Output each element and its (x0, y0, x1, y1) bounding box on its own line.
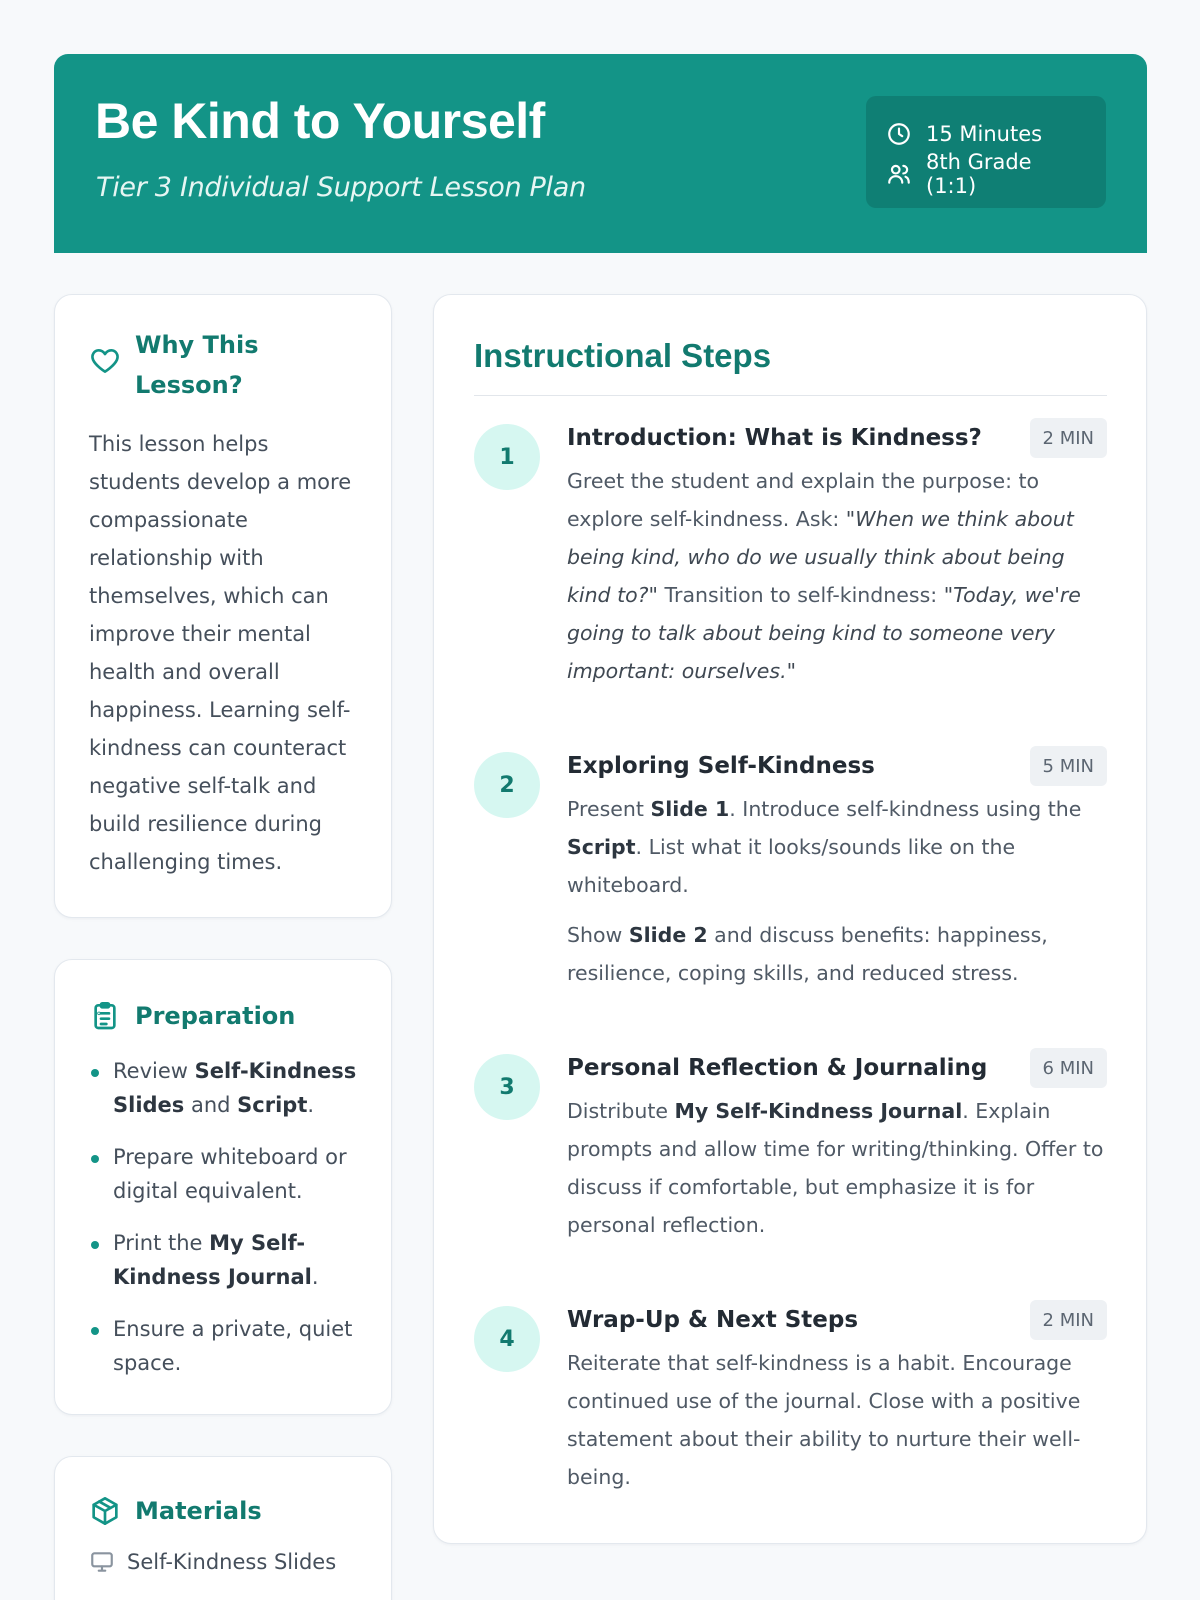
clock-icon (886, 121, 912, 147)
steps-title: Instructional Steps (474, 337, 772, 374)
step-number: 1 (474, 424, 540, 490)
step-number: 4 (474, 1306, 540, 1372)
preparation-title: Preparation (135, 1002, 296, 1030)
lesson-title: Be Kind to Yourself (95, 93, 545, 149)
steps-header (474, 337, 1107, 396)
list-item: Print the My Self-Kindness Journal. (89, 1226, 357, 1294)
monitor-icon (89, 1549, 115, 1575)
step-text: Present Slide 1. Introduce self-kindness using the Script. List what it looks/sounds like on the whiteboard. (567, 797, 1082, 897)
preparation-list (89, 1054, 357, 1380)
step-time-badge: 5 MIN (1030, 746, 1107, 786)
materials-title-row (89, 1491, 357, 1531)
step-text: Greet the student and explain the purpose: to explore self-kindness. Ask: "When we think about being kind, who do we usually think about being kind to?" Transition to self-kindness: "Today, we're going to talk about being kind to someone very important: ourselves." (567, 469, 1081, 683)
step-title: Exploring Self-Kindness (567, 753, 875, 779)
step-text: Reiterate that self-kindness is a habit. Encourage continued use of the journal. Close with a positive statement about their ability to nurture their well-being. (567, 1351, 1081, 1489)
why-card (54, 294, 392, 918)
step-time-badge: 2 MIN (1030, 418, 1107, 458)
step-head (567, 1300, 1107, 1340)
heart-icon (89, 345, 121, 377)
step-text: Distribute My Self-Kindness Journal. Explain prompts and allow time for writing/thinking. Offer to discuss if comfortable, but emphasize it is for personal reflection. (567, 1099, 1104, 1237)
materials-title: Materials (135, 1497, 262, 1525)
clipboard-list-icon (89, 1000, 121, 1032)
steps-card (433, 294, 1147, 1544)
materials-card (54, 1456, 392, 1600)
step-text: Show Slide 2 and discuss benefits: happiness, resilience, coping skills, and reduced stress. (567, 923, 1048, 985)
why-text: This lesson helps students develop a more compassionate relationship with themselves, which can improve their mental health and overall happiness. Learning self-kindness can counteract negative self-talk and build resilience during challenging times. (89, 432, 352, 874)
step-number: 2 (474, 752, 540, 818)
lesson-header (54, 54, 1147, 253)
lesson-meta (866, 96, 1106, 208)
step-body (567, 1300, 1107, 1496)
step-body (567, 1048, 1107, 1244)
step-time-badge: 6 MIN (1030, 1048, 1107, 1088)
list-item: Review Self-Kindness Slides and Script. (89, 1054, 357, 1122)
step-body (567, 746, 1107, 992)
lesson-subtitle: Tier 3 Individual Support Lesson Plan (96, 172, 586, 203)
preparation-title-row (89, 996, 357, 1036)
step-number: 3 (474, 1054, 540, 1120)
step-body (567, 418, 1107, 690)
users-icon (886, 161, 912, 187)
preparation-card (54, 959, 392, 1415)
step-time-badge: 2 MIN (1030, 1300, 1107, 1340)
grade-row (886, 150, 1086, 198)
why-title-row (89, 325, 357, 405)
duration-text: 15 Minutes (926, 122, 1043, 146)
list-item: Prepare whiteboard or digital equivalent. (89, 1140, 357, 1208)
step-title: Introduction: What is Kindness? (567, 425, 982, 451)
step-title: Wrap-Up & Next Steps (567, 1307, 859, 1333)
step-head (567, 1048, 1107, 1088)
list-item: Ensure a private, quiet space. (89, 1312, 357, 1380)
why-title: Why This Lesson? (135, 331, 259, 399)
package-icon (89, 1495, 121, 1527)
step-head (567, 418, 1107, 458)
materials-item (89, 1549, 357, 1575)
materials-item-label: Self-Kindness Slides (127, 1550, 337, 1574)
step-title: Personal Reflection & Journaling (567, 1055, 988, 1081)
step-head (567, 746, 1107, 786)
duration-row (886, 114, 1086, 154)
steps-divider (474, 395, 1107, 396)
grade-text: 8th Grade (1:1) (926, 150, 1032, 198)
